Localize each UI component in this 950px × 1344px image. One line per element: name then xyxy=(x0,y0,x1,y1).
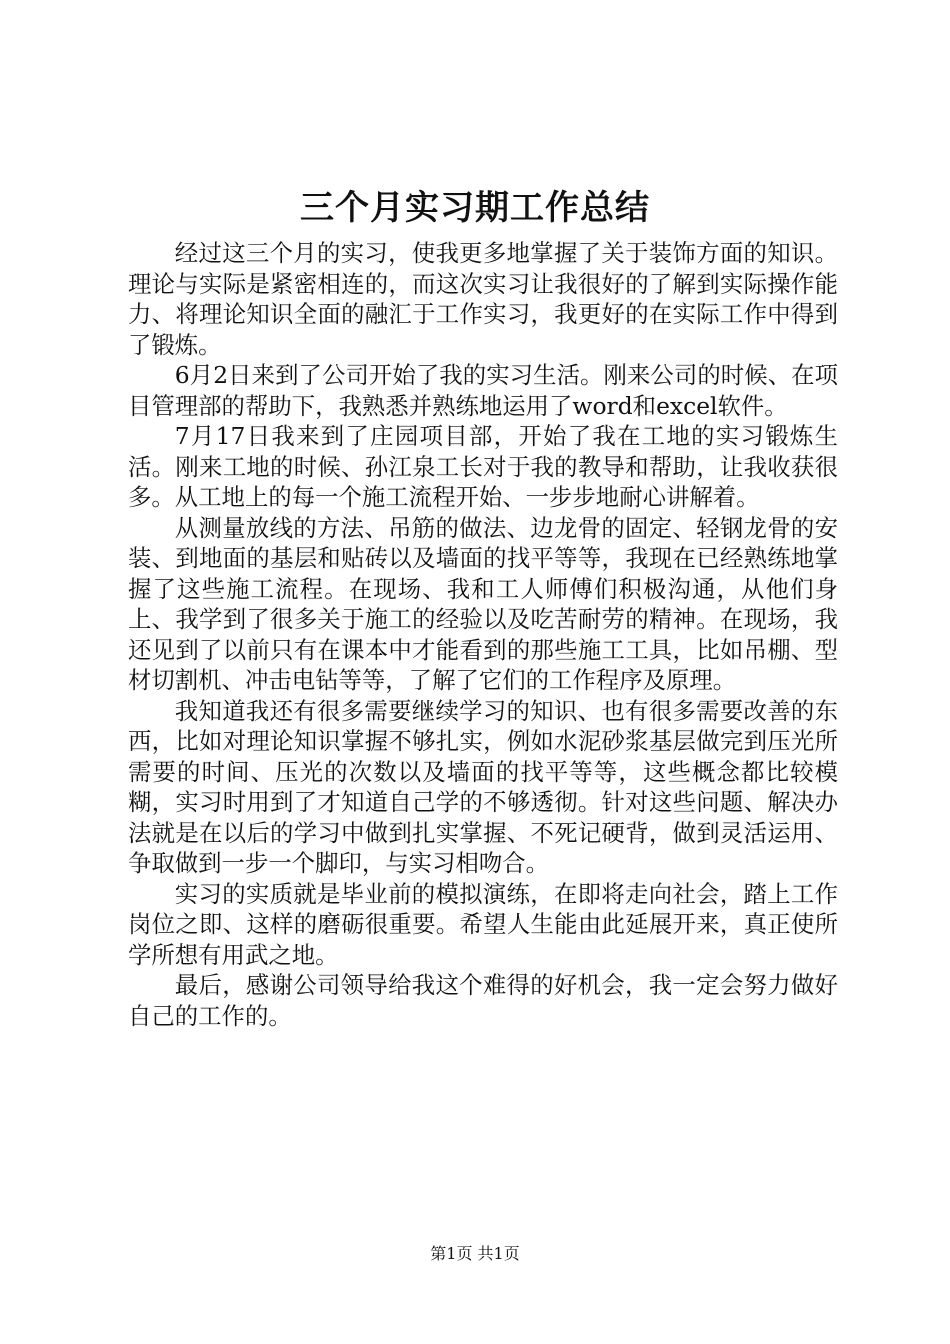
paragraph: 最后，感谢公司领导给我这个难得的好机会，我一定会努力做好自己的工作的。 xyxy=(128,971,838,1030)
document-title: 三个月实习期工作总结 xyxy=(300,188,650,228)
document-body xyxy=(128,238,838,1031)
paragraph: 实习的实质就是毕业前的模拟演练，在即将走向社会，踏上工作岗位之即、这样的磨砺很重要。希望人生能由此延展开来，真正使所学所想有用武之地。 xyxy=(128,879,838,969)
paragraph: 从测量放线的方法、吊筋的做法、边龙骨的固定、轻钢龙骨的安装、到地面的基层和贴砖以及墙面的找平等等，我现在已经熟练地掌握了这些施工流程。在现场、我和工人师傅们积极沟通，从他们身上、我学到了很多关于施工的经验以及吃苦耐劳的精神。在现场，我还见到了以前只有在课本中才能看到的那些施工工具，比如吊棚、型材切割机、冲击电钻等等，了解了它们的工作程序及原理。 xyxy=(128,513,838,694)
page-footer: 第1页 共1页 xyxy=(430,1244,520,1263)
paragraph: 6月2日来到了公司开始了我的实习生活。刚来公司的时候、在项目管理部的帮助下，我熟悉并熟练地运用了word和excel软件。 xyxy=(128,361,838,420)
paragraph: 经过这三个月的实习，使我更多地掌握了关于装饰方面的知识。理论与实际是紧密相连的，而这次实习让我很好的了解到实际操作能力、将理论知识全面的融汇于工作实习，我更好的在实际工作中得到了锻炼。 xyxy=(128,239,838,359)
paragraph: 7月17日我来到了庄园项目部，开始了我在工地的实习锻炼生活。刚来工地的时候、孙江泉工长对于我的教导和帮助，让我收获很多。从工地上的每一个施工流程开始、一步步地耐心讲解着。 xyxy=(128,422,838,511)
paragraph: 我知道我还有很多需要继续学习的知识、也有很多需要改善的东西，比如对理论知识掌握不够扎实，例如水泥砂浆基层做完到压光所需要的时间、压光的次数以及墙面的找平等等，这些概念都比较模糊，实习时用到了才知道自己学的不够透彻。针对这些问题、解决办法就是在以后的学习中做到扎实掌握、不死记硬背，做到灵活运用、争取做到一步一个脚印，与实习相吻合。 xyxy=(128,696,838,877)
